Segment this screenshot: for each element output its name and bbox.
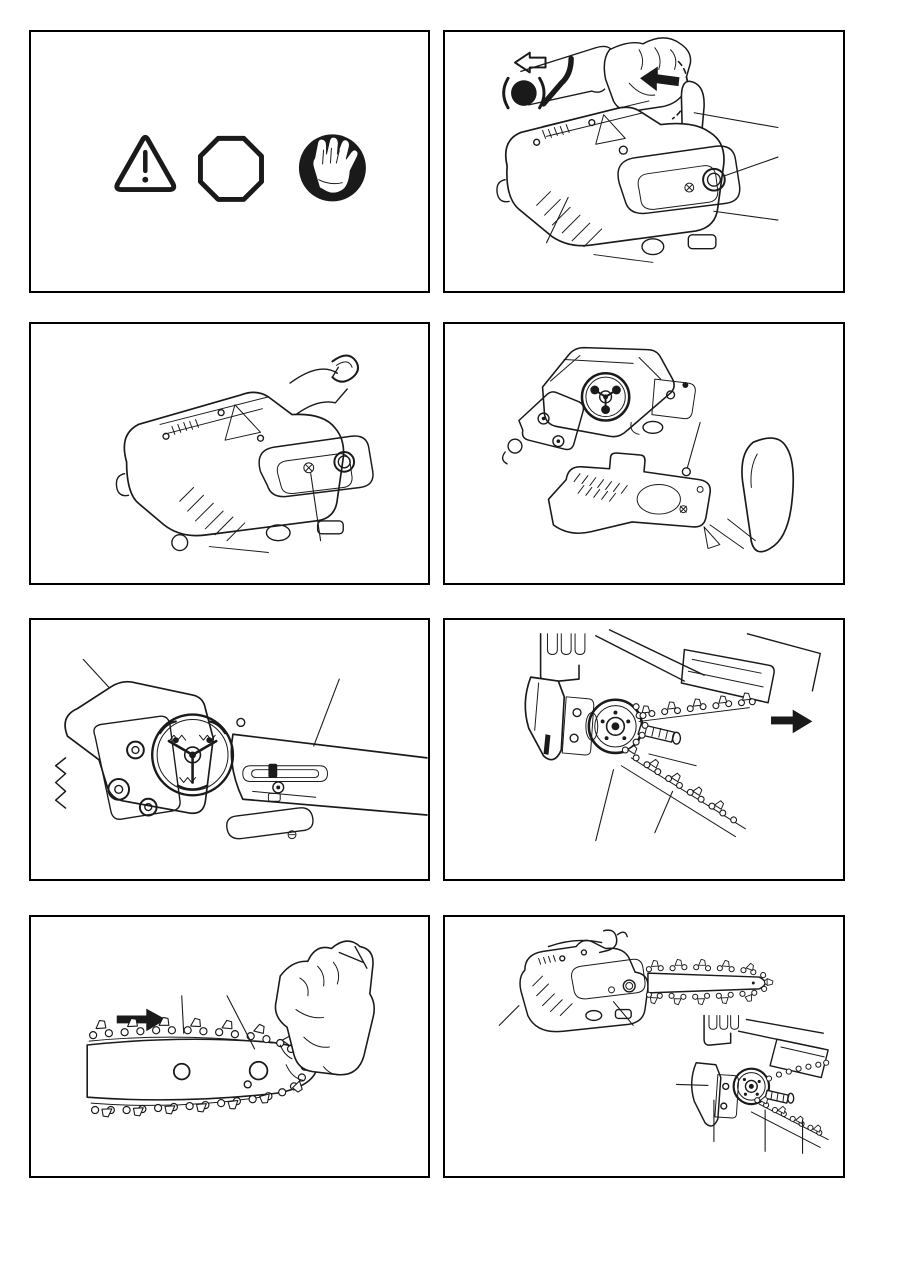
solid-right-arrow-icon: [771, 710, 812, 734]
kick-guard: [742, 438, 793, 552]
wear-gloves-icon: [299, 134, 366, 201]
chain-fitting-drawing: [445, 620, 843, 879]
panel-safety-symbols: [29, 30, 430, 293]
callout-lines: [596, 770, 673, 841]
outline-left-arrow-icon: [515, 53, 546, 73]
panel-chain-brake: [443, 30, 845, 293]
guide-bar-side-cover: [548, 438, 793, 552]
assembled-saw-drawing: [445, 917, 843, 1176]
clutch-bar-drawing: [31, 620, 428, 879]
mounting-stud: [638, 724, 696, 765]
panel-cover-removal: [443, 322, 845, 585]
guide-bar: [231, 734, 427, 815]
panel-chain-direction: [29, 915, 430, 1178]
guide-bar-nose: [87, 1039, 317, 1100]
stop-octagon-icon: [200, 138, 261, 199]
body-edges: [596, 630, 821, 703]
chain-brake-drawing: [445, 32, 843, 291]
tension-pin: [268, 764, 277, 778]
power-head-drawing: [31, 324, 428, 583]
panel-assembled-saw: [443, 915, 845, 1178]
front-handle-base: [541, 634, 585, 682]
complete-chainsaw: [499, 930, 767, 1032]
callout-line: [314, 679, 340, 746]
panel-clutch-bar: [29, 618, 430, 881]
warning-triangle-icon: [117, 137, 174, 189]
brake-band-lever: [525, 677, 593, 760]
safety-symbols-drawing: [31, 32, 428, 291]
sprocket: [586, 700, 642, 753]
power-head-body: [497, 101, 740, 263]
chain-brake-symbol-icon: [504, 53, 571, 108]
solid-right-arrow-icon: [117, 1009, 166, 1032]
sprocket-closeup: [676, 1015, 828, 1153]
callout-line: [687, 422, 700, 467]
panel-chain-fitting: [443, 618, 845, 881]
power-head-clutch-view: [503, 348, 696, 464]
power-head-body: [116, 392, 373, 552]
panel-power-head-side: [29, 322, 430, 585]
chain-direction-drawing: [31, 917, 428, 1176]
bucking-spikes: [56, 758, 66, 808]
tensioner-hole: [682, 468, 690, 476]
starter-grip: [332, 356, 358, 382]
engine-body: [56, 682, 214, 820]
cover-removal-drawing: [445, 324, 843, 583]
guide-bar: [648, 973, 765, 993]
